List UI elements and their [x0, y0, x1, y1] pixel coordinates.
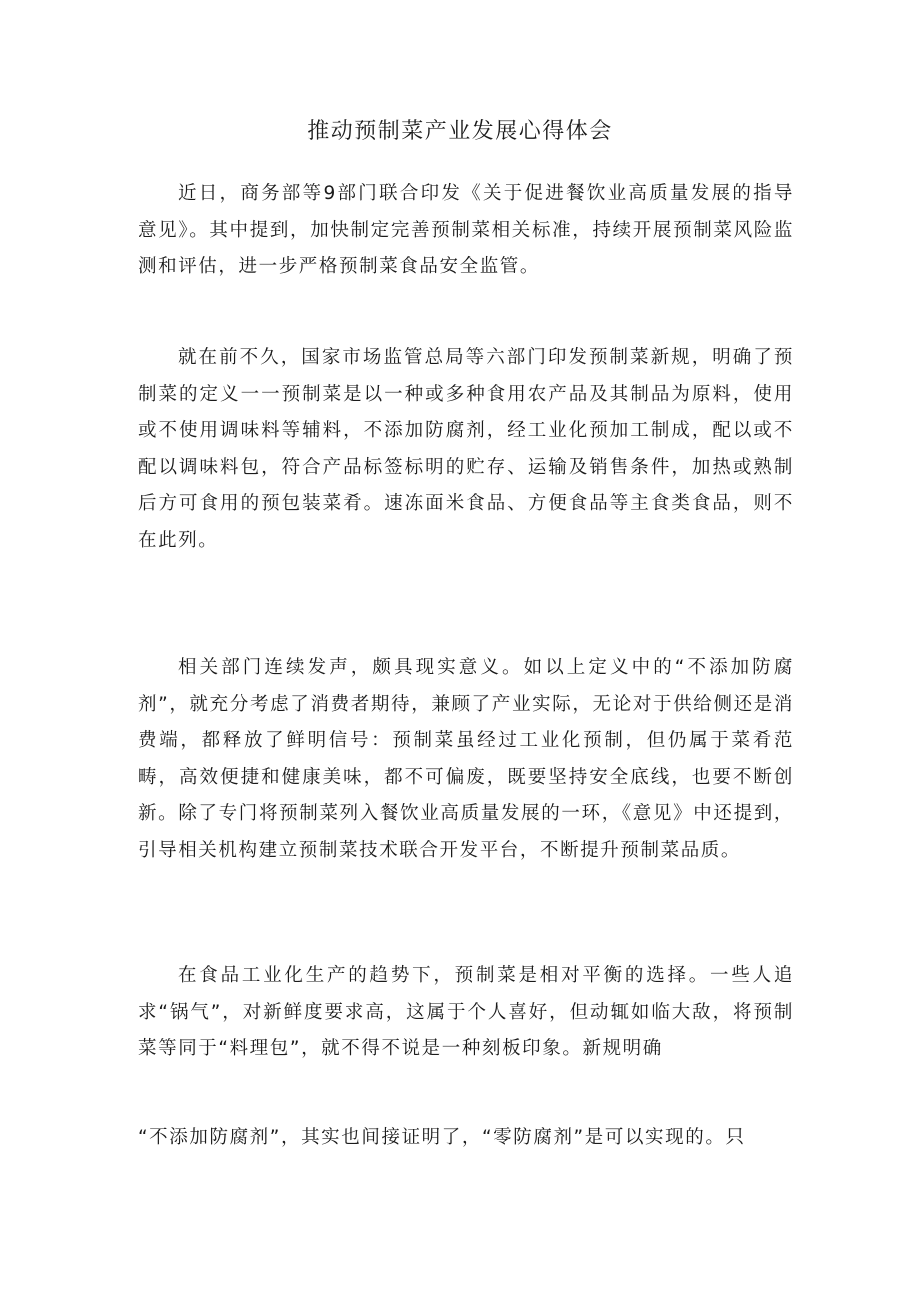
paragraph-2: 就在前不久，国家市场监管总局等六部门印发预制菜新规，明确了预制菜的定义一一预制菜是以一种或多种食用农产品及其制品为原料，使用或不使用调味料等辅料，不添加防腐剂，经工业化预加工制成，配以或不配以调味料包，符合产品标签标明的贮存、运输及销售条件，加热或熟制后方可食用的预包装菜肴。速冻面米食品、方便食品等主食类食品，则不在此列。 — [138, 347, 794, 551]
paragraph-5: “不添加防腐剂”，其实也间接证明了，“零防腐剂”是可以实现的。只 — [138, 1127, 746, 1148]
paragraph-3: 相关部门连续发声，颇具现实意义。如以上定义中的“不添加防腐剂”，就充分考虑了消费者期待，兼顾了产业实际，无论对于供给侧还是消费端，都释放了鲜明信号：预制菜虽经过工业化预制，但仍属于菜肴范畴，高效便捷和健康美味，都不可偏废，既要坚持安全底线，也要不断创新。除了专门将预制菜列入餐饮业高质量发展的一环，《意见》中还提到，引导相关机构建立预制菜技术联合开发平台，不断提升预制菜品质。 — [138, 657, 794, 861]
paragraph-1: 近日，商务部等9部门联合印发《关于促进餐饮业高质量发展的指导意见》。其中提到，加快制定完善预制菜相关标准，持续开展预制菜风险监测和评估，进一步严格预制菜食品安全监管。 — [138, 183, 794, 278]
paragraph-4: 在食品工业化生产的趋势下，预制菜是相对平衡的选择。一些人追求“锅气”，对新鲜度要求高，这属于个人喜好，但动辄如临大敌，将预制菜等同于“料理包”，就不得不说是一种刻板印象。新规明确 — [138, 965, 794, 1060]
document-title: 推动预制菜产业发展心得体会 — [307, 119, 613, 144]
